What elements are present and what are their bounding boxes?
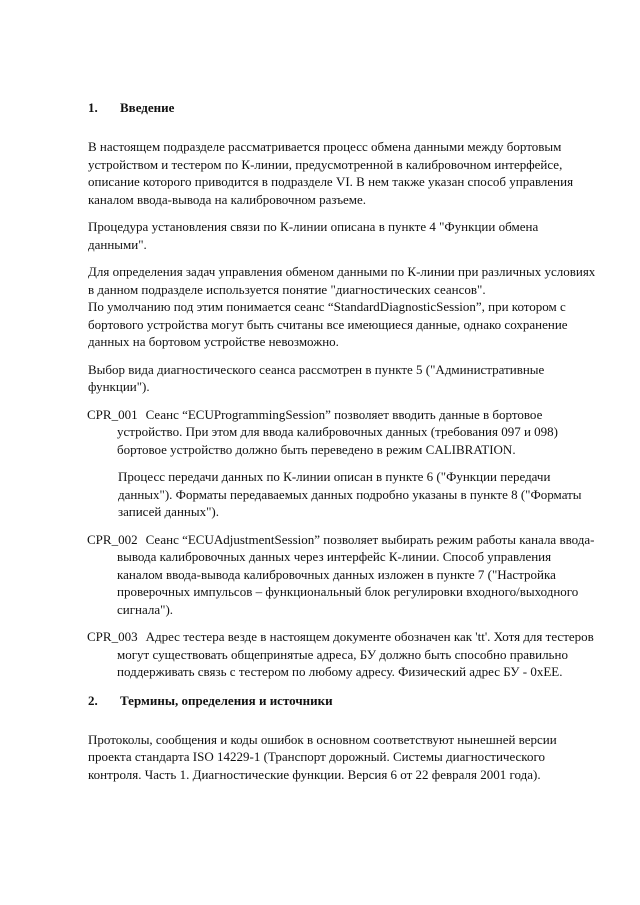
procedure-paragraph: Процедура установления связи по К-линии описана в пункте 4 "Функции обмена данными". (88, 219, 539, 252)
requirement-text: Сеанс “ECUProgrammingSession” позволяет вводить данные в бортовое устройство. При этом для ввода калибровочных данных (требования 097 и 098) бортовое устройство должно быть переведено в режим CALIBRATION. (117, 406, 559, 457)
requirement-text: Сеанс “ECUAdjustmentSession” позволяет выбирать режим работы канала ввода-вывода калибровочных данных через интерфейс К-линии. Способ управления каналом ввода-вывода калибровочных данных изложен в пункте 7 ("Настройка проверочных импульсов – функциональный блок регулировки входного/выходного сигнала"). (117, 531, 595, 617)
section-2-title: Термины, определения и источники (120, 692, 333, 708)
sessions-paragraph: Для определения задач управления обменом данными по К-линии при различных условиях в данном подразделе используется понятие "диагностических сеансов". (88, 264, 596, 297)
section-1-number: 1. (88, 100, 98, 115)
default-session-paragraph: По умолчанию под этим понимается сеанс “StandardDiagnosticSession”, при котором с бортового устройства могут быть считаны все имеющиеся данные, однако сохранение данных на бортовом устройстве невозможно. (88, 299, 568, 349)
requirement-code: CPR_001 (87, 406, 138, 422)
requirement-cpr-001 (87, 406, 596, 459)
requirement-cpr-003 (87, 628, 596, 681)
section-2-number: 2. (88, 692, 98, 708)
intro-paragraph: В настоящем подразделе рассматривается процесс обмена данными между бортовым устройством и тестером по К-линии, предусмотренной в калибровочном интерфейсе, описание которого приводится в подразделе VI. В нем также указан способ управления каналом ввода-вывода на калибровочном разъеме. (88, 139, 574, 207)
requirement-cpr-001-extra: Процесс передачи данных по К-линии описан в пункте 6 ("Функции передачи данных"). Форматы передаваемых данных подробно указаны в пункте 8 ("Форматы записей данных"). (118, 469, 582, 519)
requirement-text: Адрес тестера везде в настоящем документе обозначен как 'tt'. Хотя для тестеров могут существовать общепринятые адреса, БУ должно быть способно правильно поддерживать связь с тестером по любому адресу. Физический адрес БУ - 0xEE. (117, 629, 594, 679)
section-1-title: Введение (120, 100, 175, 115)
terms-paragraph: Протоколы, сообщения и коды ошибок в основном соответствуют нынешней версии проекта стандарта ISO 14229-1 (Транспорт дорожный. Системы диагностического контроля. Часть 1. Диагностические функции. Версия 6 от 22 февраля 2001 года). (88, 731, 557, 782)
section-1-heading (88, 100, 596, 116)
section-2-heading (88, 693, 596, 709)
session-selection-paragraph: Выбор вида диагностического сеанса рассмотрен в пункте 5 ("Административные функции"). (88, 361, 545, 394)
requirement-cpr-002 (87, 531, 596, 619)
requirement-code: CPR_003 (87, 629, 138, 644)
requirement-code: CPR_002 (87, 531, 138, 547)
